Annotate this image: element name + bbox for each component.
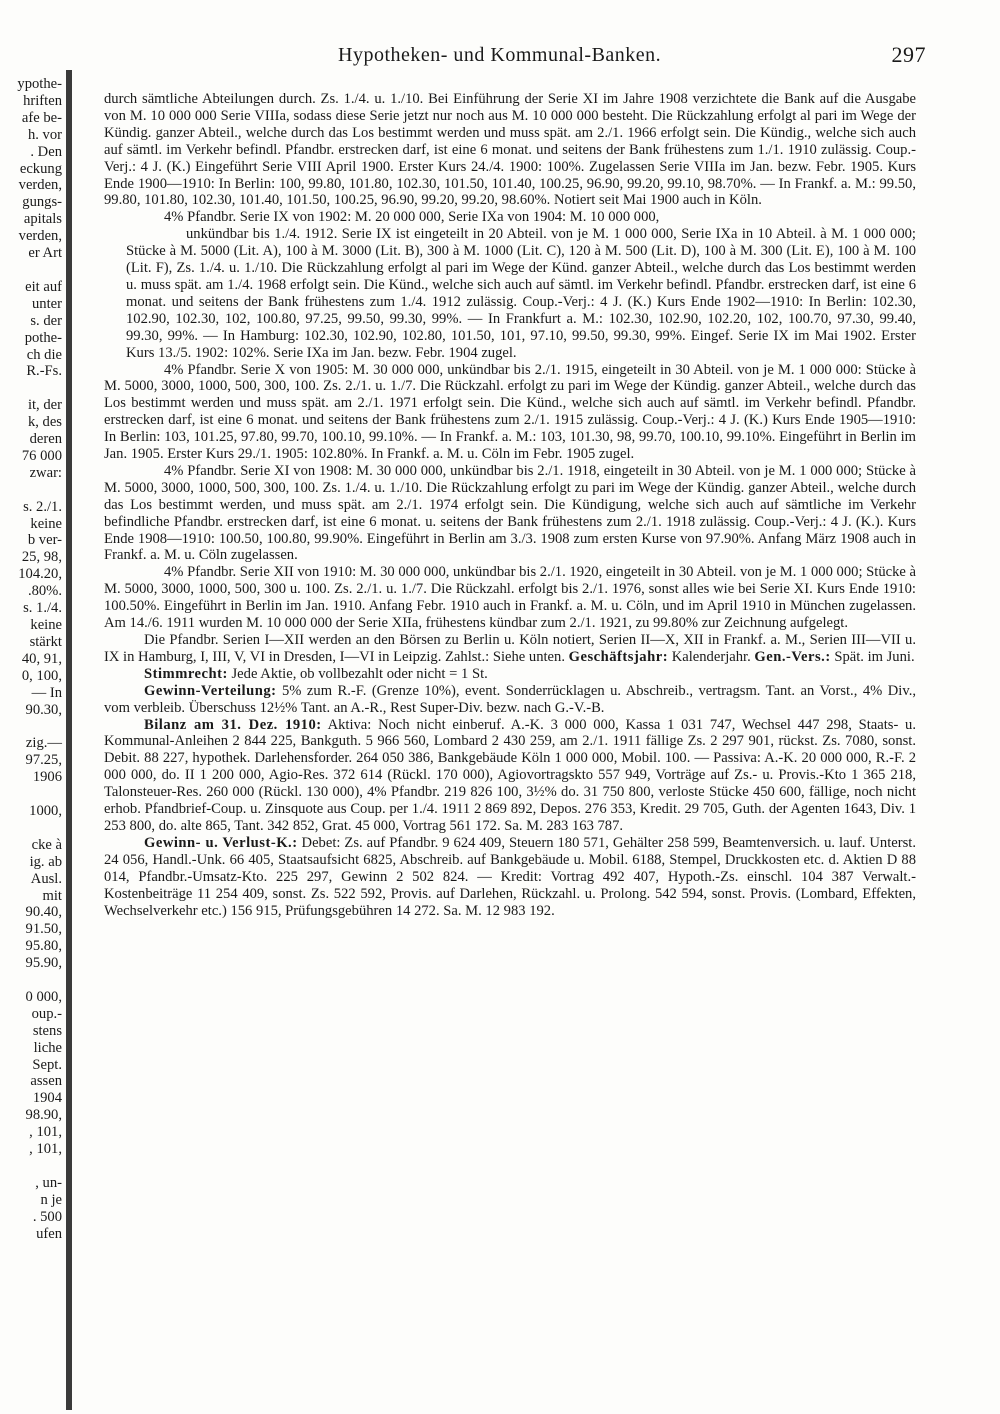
left-column-line: n je — [40, 1191, 62, 1208]
left-column-line: . Den — [30, 143, 62, 160]
left-column-line: . 500 — [32, 1208, 62, 1225]
left-column-line: h. vor — [27, 126, 62, 143]
paragraph-bilanz: Bilanz am 31. Dez. 1910: Aktiva: Noch nicht einberuf. A.-K. 3 000 000, Kassa 1 031 747, Wechsel 447 298, Staats- u. Kommunal-Anleihen 2 844 225, Bankguth. 5 966 560, Lombard 2 430 259, am 2./1. 1911 fällige Zs. 2 297 901, rückst. Zs. 7080, sonst. Debit. 88 227, hypothek. Darlehensforder. 264 050 386, Bankgebäude Köln 1 000 000, Mobil. 100. — Passiva: A.-K. 20 000 000, R.-F. 2 000 000, do. II 1 200 000, Agio-Res. 372 614 (Rückl. 170 000), Agiovortragskto 557 949, Vorträge auf Zs.- u. Provis.-Kto 1 365 218, Talonsteuer-Res. 260 000 (Rückl. 130 000), 4% Pfandbr. 219 826 100, 3½% do. 31 750 800, verloste Stücke 450 600, fällige, noch nicht erhob. Pfandbrief-Coup. u. Zinsquote aus Coup. per 1./4. 1911 2 869 892, Depos. 276 353, Kredit. 29 705, Guth. der Agenten 1643, Div. 1 253 800, do. alte 865, Tant. 342 852, Grat. 45 000, Vortrag 561 172. Sa. M. 283 163 787. — [104, 716, 917, 834]
paragraph-serie-x: 4% Pfandbr. Serie X von 1905: M. 30 000 000, unkündbar bis 2./1. 1915, eingeteilt in 30 Abteil. von je M. 1 000 000: Stücke à M. 5000, 3000, 1000, 500, 300, 100. Zs. 2./1. u. 1./7. Die Rückzahl. erfolgt zu pari im Wege der Kündig. ganzer Abteil., welche durch das Los bestimmt werden und muss spät. am 2./1. 1971 erfolgt sein. Die Künd., welche sich auch auf sämtl. im Verkehr befindl. Pfandbr. erstrecken darf, ist eine 6 monat. und seitens der Bank frühestens zum 2./1. 1915 zulässig. Coup.-Verj.: 4 J. (K.) Kurs Ende 1905—1910: In Berlin: 103, 101.25, 97.80, 99.70, 100.10, 99.10%. — In Frankf. a. M.: 103, 101.30, 98, 99.70, 100.10, 99.10%. Eingeführt in Berlin im Jan. 1905. Erster Kurs 29./1. 1905: 102.80%. In Frankf. a. M. u. Cöln im Febr. 1905 zugel. — [104, 361, 916, 463]
left-column-line: keine — [30, 617, 62, 633]
left-column-line: 90.30, — [25, 701, 62, 718]
left-column-line: Ausl. — [30, 870, 62, 887]
left-column-line: 1000, — [29, 802, 62, 819]
paragraph-listing: Die Pfandbr. Serien I—XII werden an den Börsen zu Berlin u. Köln notiert, Serien II—X, XII in Frankf. a. M., Serien III—VII u. IX in Hamburg, I, III, V, VI in Dresden, I—VI in Leipzig. Zahlst.: Siehe unten. Geschäftsjahr: Kalenderjahr. Gen.-Vers.: Spät. im Juni. — [104, 632, 916, 665]
left-column-line: zwar: — [29, 464, 62, 481]
label-geschaeftsjahr: Geschäftsjahr: — [568, 648, 669, 665]
label-gen-vers: Gen.-Vers.: — [754, 648, 831, 665]
left-column-line: apitals — [23, 211, 62, 228]
running-title: Hypotheken- und Kommunal-Banken. — [338, 44, 662, 66]
left-column-line: stärkt — [29, 633, 62, 650]
left-column-line: Sept. — [32, 1056, 62, 1073]
left-column-line: ig. ab — [29, 853, 62, 870]
left-column-line — [0, 380, 66, 397]
left-column-line: 1906 — [32, 769, 62, 786]
left-column-line: deren — [29, 431, 62, 448]
left-column-line: , 101, — [29, 1124, 62, 1141]
left-column-line: verden, — [18, 177, 62, 194]
left-column-line — [0, 718, 66, 735]
left-column-line: 25, 98, — [21, 549, 62, 566]
left-column-line: s. 2./1. — [23, 498, 62, 515]
previous-column-fragment — [0, 76, 66, 1406]
left-column-line — [0, 262, 66, 279]
left-column-line: b ver- — [27, 532, 62, 549]
left-column-line: cke à — [31, 836, 62, 853]
paragraph-stimmrecht: Stimmrecht: Jede Aktie, ob vollbezahlt oder nicht = 1 St. — [144, 665, 488, 682]
left-column-line: 95.90, — [25, 955, 62, 972]
left-column-line: eit auf — [25, 278, 62, 295]
paragraph-serie-xii: 4% Pfandbr. Serie XII von 1910: M. 30 000 000, unkündbar bis 2./1. 1920, eingeteilt in 30 Abteil. von je M. 1 000 000; Stücke à M. 5000, 3000, 1000, 500, 300 u. 100. Zs. 2./1. u. 1./7. Die Rückzahl. erfolgt bis 2./1. 1976, sonst alles wie bei Serie XI. Kurs Ende 1910: 100.50%. Eingeführt in Berlin im Jan. 1910. Anfang Febr. 1910 auch in Frankf. a. M. u. Cöln, und im April 1910 in München zugelassen. Am 14./6. 1911 wurden M. 10 000 000 der Serie XIIa, frühestens kündbar zum 2./1. 1921, zu 99.80% zur Zeichnung aufgelegt. — [104, 564, 916, 632]
paragraph-gewinn-verteilung: Gewinn-Verteilung: 5% zum R.-F. (Grenze 10%), event. Sonderrücklagen u. Abschreib., vertragsm. Tant. an Vorst., 4% Div., vom verbleib. Überschuss 12½% Tant. an A.-R., Rest Super-Div. bezw. nach G.-V.-B. — [104, 682, 916, 716]
left-column-line: 0, 100, — [21, 667, 62, 684]
paragraph-gewinn-verlust: Gewinn- u. Verlust-K.: Debet: Zs. auf Pfandbr. 9 624 409, Steuern 180 571, Gehälter 258 599, Beamtenversich. u. lauf. Unterst. 24 056, Handl.-Unk. 66 405, Staatsaufsicht 6825, Abschreib. auf Bankgebäude u. Mobil. 6188, Stempel, Druckkosten etc. d. Aktien D 88 014, Pfandbr.-Umsatz-Kto. 225 297, Gewinn 2 502 824. — Kredit: Vortrag 492 407, Hypoth.-Zs. einschl. 104 387 Verwalt.-Kostenbeiträge 11 254 409, sonst. Zs. 522 592, Provis. auf Darlehen, Rückzahl. u. Prolong. 542 594, sonst. Provis. (Lombard, Effekten, Wechselverkehr etc.) 156 915, Prüfungsgebühren 14 272. Sa. M. 12 983 192. — [104, 834, 916, 919]
left-column-line: mit — [42, 887, 62, 904]
left-column-line: ch die — [26, 346, 62, 363]
left-column-line: s. der — [30, 312, 62, 329]
label-gewinn-verlust: Gewinn- u. Verlust-K.: — [144, 834, 298, 851]
left-column-line: , 101, — [29, 1141, 62, 1158]
paragraph-serie-xi: 4% Pfandbr. Serie XI von 1908: M. 30 000 000, unkündbar bis 2./1. 1918, eingeteilt in 30 Abteil. von je M. 1 000 000; Stücke à M. 5000, 3000, 1000, 500, 300, 100. Zs. 1./4. u. 1./10. Die Rückzahlung erfolgt zu pari im Wege der Kündig. ganzer Abteil., welche durch das Los bestimmt werden, und muss spät. am 2./1. 1974 erfolgt sein. Die Kündigung, welche sich auch auf sämtliche im Verkehr befindliche Pfandbr. erstrecken darf, ist eine 6 monat. u. seitens der Bank frühestens zum 2./1. 1918 zulässig. Coup.-Verj.: 4 J. (K.). Kurs Ende 1908—1910: 100.50, 100.80, 99.90%. Eingeführt in Berlin am 3./3. 1908 zum ersten Kurse von 97.90%. Anfang März 1908 auch in Frankf. a. M. u. Cöln zugelassen. — [104, 462, 916, 564]
label-stimmrecht: Stimmrecht: — [144, 665, 228, 682]
left-column-line: 1904 — [32, 1090, 62, 1107]
left-column-line — [0, 1158, 66, 1175]
left-column-line: it, der — [27, 397, 62, 414]
left-column-line: zig.— — [25, 735, 62, 752]
left-column-line: 95.80, — [25, 938, 62, 955]
left-column-line: R.-Fs. — [26, 363, 62, 380]
left-column-line: 40, 91, — [21, 650, 62, 667]
label-gewinn-verteilung: Gewinn-Verteilung: — [144, 682, 277, 699]
left-column-line: s. 1./4. — [23, 600, 62, 617]
left-column-line: pothe- — [24, 329, 62, 346]
left-column-line: 76 000 — [21, 447, 62, 464]
left-column-line: gungs- — [22, 194, 62, 211]
left-column-line: k, des — [27, 414, 62, 431]
left-column-line: eckung — [19, 160, 62, 177]
left-column-line: 97.25, — [25, 752, 62, 769]
left-column-line — [0, 786, 66, 803]
left-column-line: 0 000, — [25, 988, 62, 1005]
left-column-line: ufen — [36, 1225, 62, 1242]
left-column-line: 90.40, — [25, 904, 62, 921]
left-column-line: , un- — [35, 1174, 62, 1191]
left-column-line: unter — [32, 295, 62, 312]
left-column-line: hriften — [23, 92, 62, 109]
left-column-line: verden, — [18, 228, 62, 245]
left-column-line: stens — [32, 1022, 62, 1039]
paragraph-serie-ix: 4% Pfandbr. Serie IX von 1902: M. 20 000 000, Serie IXa von 1904: M. 10 000 000, unkündbar bis 1./4. 1912. Serie IX ist eingeteilt in 20 Abteil. von je M. 1 000 000, Serie IXa in 10 Abteil. à M. 1 000 000; Stücke à M. 5000 (Lit. A), 100 à M. 3000 (Lit. B), 300 à M. 1000 (Lit. C), 120 à M. 500 (Lit. D), 100 à M. 300 (Lit. E), 100 à M. 100 (Lit. F), Zs. 1./4. u. 1./10. Die Rückzahlung erfolgt al pari im Wege der Künd. ganzer Abteil., welche durch das Los bestimmt werden u. muss spät. am 1./4. 1968 erfolgt sein. Die Künd., welche sich auch auf sämtl. im Verkehr befindl. Pfandbr. erstrecken darf, ist eine 6 monat. und seitens der Bank frühestens zum 1./4. 1912 zulässig. Coup.-Verj.: 4 J. (K.) Kurs Ende 1902—1910: In Berlin: 102.30, 102.90, 102.30, 102, 100.80, 97.25, 99.50, 99.30, 99%. — In Frankfurt a. M.: 102.30, 102.90, 102.20, 102, 100.70, 97.30, 99.40, 99.30, 99%. — In Hamburg: 102.30, 102.90, 102.80, 101.50, 101, 97.10, 99.50, 99.30, 99%. Eingef. Serie IX im Mai 1902. Erster Kurs 13./5. 1902: 102%. Serie IXa im Jan. bezw. Febr. 1904 zugel. — [126, 209, 916, 361]
left-column-line: 104.20, — [18, 566, 62, 583]
left-column-line: 91.50, — [25, 921, 62, 938]
left-column-line: keine — [30, 515, 62, 532]
left-column-line — [0, 972, 66, 989]
left-column-line: oup.- — [31, 1005, 62, 1022]
page-header — [104, 40, 926, 70]
column-divider — [66, 70, 72, 1410]
paragraph-serie-viii: durch sämtliche Abteilungen durch. Zs. 1./4. u. 1./10. Bei Einführung der Serie XI im Jahre 1908 verzichtete die Bank auf die Ausgabe von M. 10 000 000 Serie VIIIa, sodass diese Serie jetzt nur noch aus M. 10 000 000 besteht. Die Rückzahlung erfolgt al pari im Wege der Kündig. ganzer Abteil., welche durch das Los bestimmt werden und muss spät. am 2./1. 1966 erfolgt sein. Die Kündig., welche sich auch auf sämtl. im Verkehr befindl. Pfandbr. erstrecken darf, ist eine 6 monat. und seitens der Bank frühestens zum 1./1. 1910 zulässig. Coup.-Verj.: 4 J. (K.) Eingeführt Serie VIII April 1900. Erster Kurs 24./4. 1900: 100%. Zugelassen Serie VIIIa im Jan. bezw. Febr. 1905. Kurs Ende 1900—1910: In Berlin: 100, 99.80, 101.80, 102.30, 101.50, 101.40, 100.25, 96.90, 99.20, 99.10, 98.70%. — In Frankf. a. M.: 99.50, 99.80, 101.80, 102.30, 101.40, 101.50, 100.25, 96.90, 99.20, 99.20, 98.60%. Notiert seit Mai 1900 auch in Köln. — [104, 91, 916, 209]
left-column-line: ypothe- — [17, 76, 62, 92]
main-column — [104, 91, 916, 919]
left-column-line — [0, 820, 66, 837]
left-column-line: — In — [31, 684, 62, 701]
left-column-line: er Art — [28, 245, 62, 262]
page-number: 297 — [891, 42, 926, 67]
left-column-line: .80%. — [27, 583, 62, 600]
left-column-line: assen — [30, 1073, 62, 1090]
left-column-line: afe be- — [21, 109, 62, 126]
label-bilanz: Bilanz am 31. Dez. 1910: — [144, 716, 322, 733]
left-column-line: 98.90, — [25, 1107, 62, 1124]
left-column-line — [0, 482, 66, 499]
left-column-line: liche — [33, 1039, 62, 1056]
